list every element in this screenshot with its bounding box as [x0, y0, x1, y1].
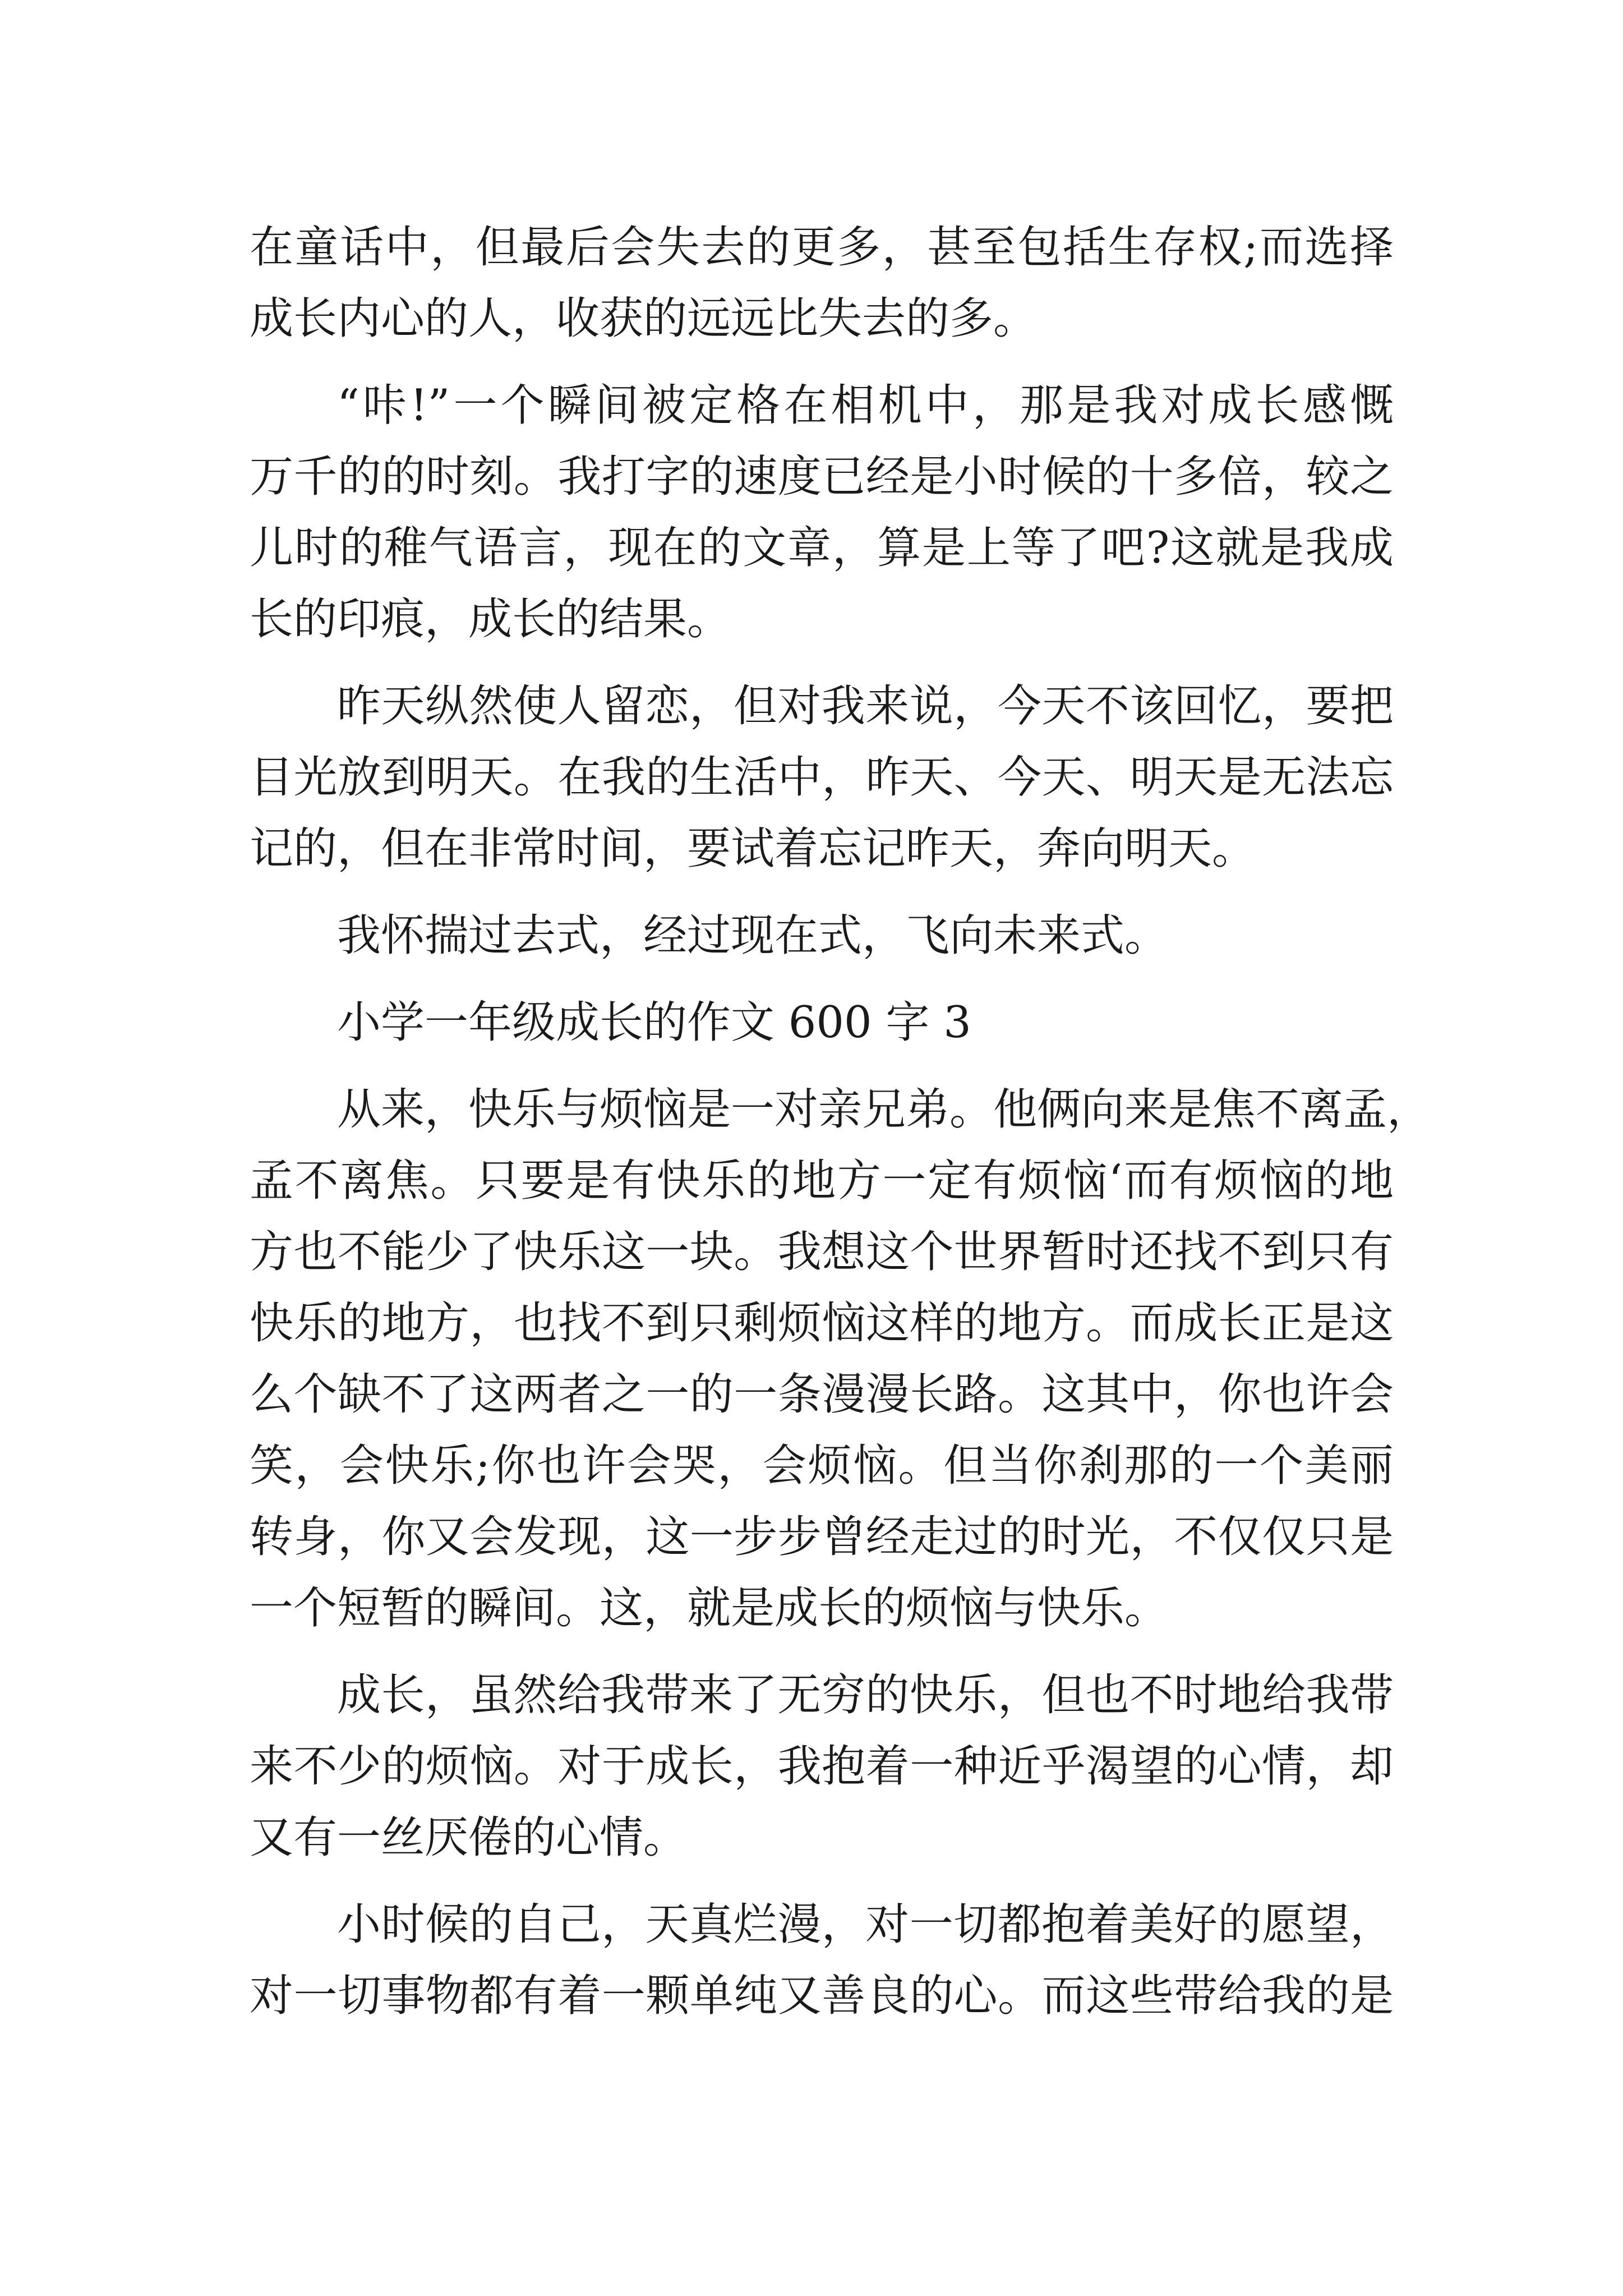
paragraph	[250, 671, 1394, 885]
text-line: 成长，虽然给我带来了无穷的快乐，但也不时地给我带	[337, 1670, 1394, 1720]
section-heading	[250, 987, 1394, 1059]
text-line: 笑，会快乐;你也许会哭，会烦恼。但当你刹那的一个美丽	[250, 1441, 1394, 1491]
paragraph	[250, 900, 1394, 972]
paragraph	[250, 212, 1394, 355]
text-line: 昨天纵然使人留恋，但对我来说，今天不该回忆，要把	[337, 681, 1394, 731]
text-line: 小时候的自己，天真烂漫，对一切都抱着美好的愿望，	[337, 1899, 1394, 1950]
text-line: 在童话中，但最后会失去的更多，甚至包括生存权;而选择	[250, 222, 1394, 273]
text-line: 成长内心的人，收获的远远比失去的多。	[250, 293, 1038, 344]
text-line: 来不少的烦恼。对于成长，我抱着一种近乎渴望的心情，却	[250, 1741, 1394, 1792]
text-line: 快乐的地方，也找不到只剩烦恼这样的地方。而成长正是这	[250, 1298, 1394, 1349]
text-line: 一个短暂的瞬间。这，就是成长的烦恼与快乐。	[250, 1583, 1169, 1634]
text-line: “咔!”一个瞬间被定格在相机中，那是我对成长感慨	[337, 380, 1394, 431]
text-line: 长的印痕，成长的结果。	[250, 594, 731, 645]
text-line: 记的，但在非常时间，要试着忘记昨天，奔向明天。	[250, 823, 1256, 874]
text-line: 孟不离焦。只要是有快乐的地方一定有烦恼‘而有烦恼的地	[250, 1156, 1394, 1206]
paragraph	[250, 1889, 1394, 2032]
text-line: 又有一丝厌倦的心情。	[250, 1812, 688, 1863]
paragraph	[250, 1660, 1394, 1874]
paragraph	[250, 370, 1394, 655]
text-line: 万千的的时刻。我打字的速度已经是小时候的十多倍，较之	[250, 452, 1394, 502]
text-line: 儿时的稚气语言，现在的文章，算是上等了吧?这就是我成	[250, 523, 1394, 573]
document-body	[250, 212, 1431, 2032]
text-line: 我怀揣过去式，经过现在式，飞向未来式。	[337, 910, 1169, 961]
text-line: 方也不能少了快乐这一块。我想这个世界暂时还找不到只有	[250, 1227, 1394, 1277]
text-line: 转身，你又会发现，这一步步曾经走过的时光，不仅仅只是	[250, 1512, 1394, 1562]
text-line: 从来，快乐与烦恼是一对亲兄弟。他俩向来是焦不离孟，	[337, 1084, 1431, 1135]
text-line: 目光放到明天。在我的生活中，昨天、今天、明天是无法忘	[250, 752, 1394, 803]
text-line: 小学一年级成长的作文 600 字 3	[337, 997, 971, 1048]
text-line: 对一切事物都有着一颗单纯又善良的心。而这些带给我的是	[250, 1971, 1394, 2021]
text-line: 么个缺不了这两者之一的一条漫漫长路。这其中，你也许会	[250, 1369, 1394, 1420]
paragraph	[250, 1074, 1431, 1644]
